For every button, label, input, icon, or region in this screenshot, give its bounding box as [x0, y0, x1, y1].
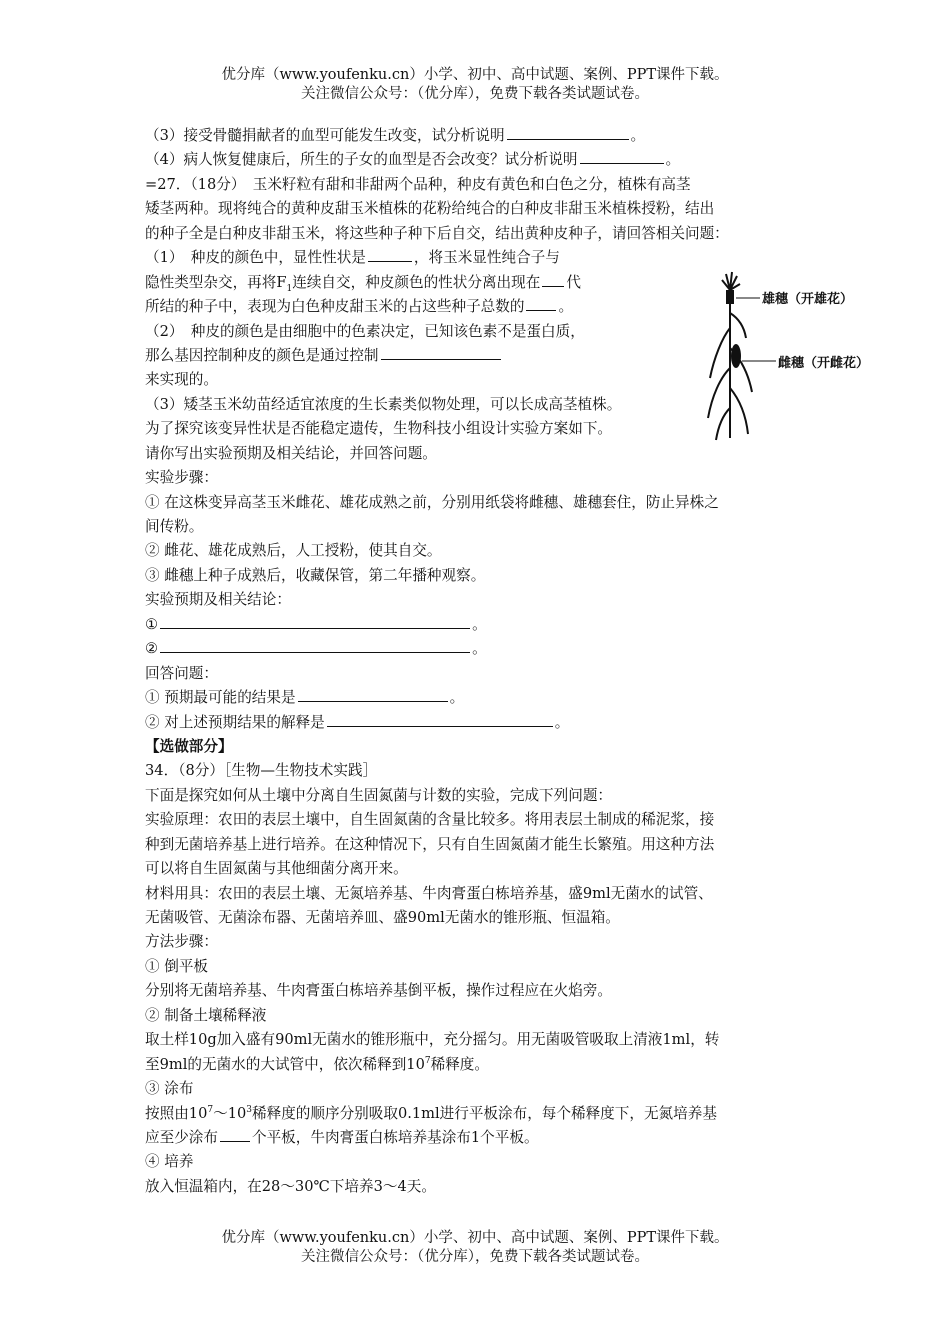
header-line-1: 优分库（www.youfenku.cn）小学、初中、高中试题、案例、PPT课件下载。 [221, 67, 729, 83]
answer-blank [368, 246, 412, 262]
steps-title: 实验步骤： [145, 469, 218, 487]
q27-text-line: 矮茎两种。现将纯合的黄种皮甜玉米植株的花粉给纯合的白种皮非甜玉米植株授粉，结出 [145, 200, 715, 218]
materials-line: 材料用具：农田的表层土壤、无氮培养基、牛肉膏蛋白栋培养基，盛9ml无菌水的试管、 [145, 884, 713, 902]
answer-blank [580, 148, 664, 164]
method-title: 方法步骤： [145, 933, 218, 951]
corn-plant-figure [702, 268, 902, 443]
method-step-3-text: 应至少涂布 个平板，牛肉膏蛋白栋培养基涂布1个平板。 [145, 1126, 810, 1150]
answer-blank [160, 637, 470, 653]
q27-sub1-line3: 所结的种子中，表现为白色种皮甜玉米的占这些种子总数的 。 [145, 295, 810, 319]
footer-line-2: 关注微信公众号：（优分库），免费下载各类试题试卷。 [301, 1249, 649, 1265]
method-step-2-text: 取土样10g加入盛有90ml无菌水的锥形瓶中，充分摇匀。用无菌吸管吸取上清液1ml，转 [145, 1031, 720, 1049]
expect-title: 实验预期及相关结论： [145, 591, 291, 609]
page-footer [0, 1229, 950, 1267]
answer-blank [507, 124, 629, 140]
answer-blank [160, 613, 470, 629]
q27-heading: =27．（18分） 玉米籽粒有甜和非甜两个品种，种皮有黄色和白色之分，植株有高茎 [145, 175, 691, 193]
footer-line-1: 优分库（www.youfenku.cn）小学、初中、高中试题、案例、PPT课件下载。 [221, 1230, 729, 1246]
answer-1: ① 预期最可能的结果是 。 [145, 686, 810, 710]
q27-sub3-line2: 为了探究该变异性状是否能稳定遗传，生物科技小组设计实验方案如下。 [145, 420, 613, 438]
answer-blank [327, 711, 553, 727]
answer-blank [298, 686, 448, 702]
q27-sub2-line1: （2） 种皮的颜色是由细胞中的色素决定，已知该色素不是蛋白质， [145, 322, 585, 340]
optional-section-title: 【选做部分】 [145, 737, 233, 755]
method-step-3: ③ 涂布 [145, 1080, 194, 1098]
answer-blank [526, 295, 556, 311]
method-step-4-text: 放入恒温箱内，在28～30℃下培养3～4天。 [145, 1177, 436, 1195]
page-header [0, 66, 950, 104]
answer-blank [220, 1126, 250, 1142]
step-1-cont: 间传粉。 [145, 518, 204, 535]
q26-part4: （4）病人恢复健康后，所生的子女的血型是否会改变？试分析说明 。 [145, 148, 810, 172]
q27-sub3-line3: 请你写出实验预期及相关结论，并回答问题。 [145, 444, 437, 462]
q27-sub1-line2: 隐性类型杂交，再将$F_1$连续自交，种皮颜色的性状分离出现在 代 [145, 271, 810, 295]
principle-line: 种到无菌培养基上进行培养。在这种情况下，只有自生固氮菌才能生长繁殖。用这种方法 [145, 835, 715, 853]
method-step-2: ② 制备土壤稀释液 [145, 1006, 267, 1024]
method-step-2-text: 至9ml的无菌水的大试管中，依次稀释到$10^7$稀释度。 [145, 1055, 489, 1073]
q27-sub2-line2: 那么基因控制种皮的颜色是通过控制 [145, 344, 810, 368]
method-step-3-text: 按照由$10^7\sim 10^3$稀释度的顺序分别吸取0.1ml进行平板涂布，每个稀释度下，无氮培养基 [145, 1104, 717, 1122]
label-pointer-lines [702, 268, 902, 443]
answer-blank [542, 271, 564, 287]
expect-2: ② 。 [145, 637, 810, 661]
female-ear-label: 雌穗（开雌花） [778, 356, 870, 371]
answer-title: 回答问题： [145, 664, 218, 682]
q34-heading: 34．（8分）［生物—生物技术实践］ [145, 762, 378, 780]
q26-part3: （3）接受骨髓捐献者的血型可能发生改变，试分析说明 。 [145, 124, 810, 148]
answer-blank [381, 344, 501, 360]
step-1: ① 在这株变异高茎玉米雌花、雄花成熟之前，分别用纸袋将雌穗、雄穗套住，防止异株之 [145, 493, 719, 511]
step-2: ② 雌花、雄花成熟后，人工授粉，使其自交。 [145, 542, 442, 560]
male-tassel-label: 雄穗（开雄花） [762, 292, 854, 307]
principle-line: 实验原理：农田的表层土壤中，自生固氮菌的含量比较多。将用表层土制成的稀泥浆，接 [145, 811, 715, 829]
expect-1: ① 。 [145, 613, 810, 637]
step-3: ③ 雌穗上种子成熟后，收藏保管，第二年播种观察。 [145, 566, 486, 584]
principle-line: 可以将自生固氮菌与其他细菌分离开来。 [145, 860, 408, 878]
method-step-1-text: 分别将无菌培养基、牛肉膏蛋白栋培养基倒平板，操作过程应在火焰旁。 [145, 982, 613, 1000]
header-line-2: 关注微信公众号：（优分库），免费下载各类试题试卷。 [301, 86, 649, 102]
q27-sub1-line1: （1） 种皮的颜色中，显性性状是 ，将玉米显性纯合子与 [145, 246, 810, 270]
q34-intro: 下面是探究如何从土壤中分离自生固氮菌与计数的实验，完成下列问题： [145, 786, 613, 804]
answer-2: ② 对上述预期结果的解释是 。 [145, 711, 810, 735]
materials-line: 无菌吸管、无菌涂布器、无菌培养皿、盛90ml无菌水的锥形瓶、恒温箱。 [145, 909, 620, 926]
q27-sub2-line3: 来实现的。 [145, 371, 218, 389]
q27-text-line: 的种子全是白种皮非甜玉米，将这些种子种下后自交，结出黄种皮种子，请回答相关问题： [145, 224, 729, 242]
method-step-4: ④ 培养 [145, 1153, 194, 1171]
q27-sub3-line1: （3）矮茎玉米幼苗经适宜浓度的生长素类似物处理，可以长成高茎植株。 [145, 395, 622, 413]
method-step-1: ① 倒平板 [145, 957, 209, 975]
